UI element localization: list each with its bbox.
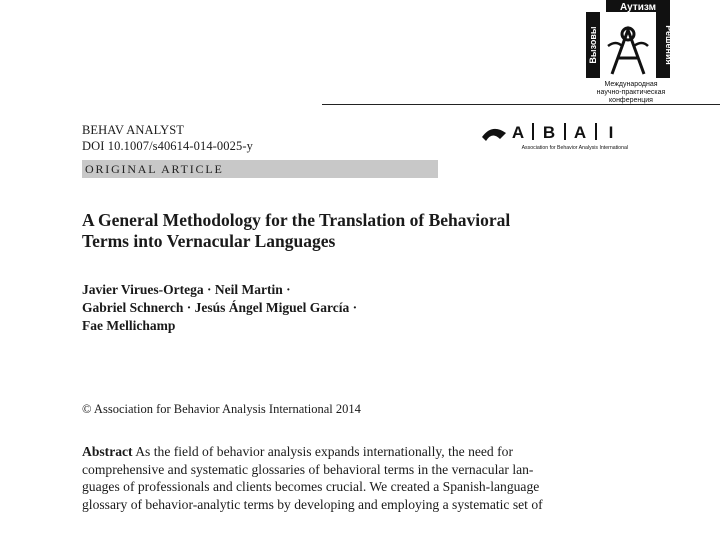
abstract (82, 443, 628, 513)
title-line-1: A General Methodology for the Translation of Behavioral (82, 210, 511, 230)
abstract-line-2: comprehensive and systematic glossaries of behavioral terms in the vernacular lan- (82, 461, 534, 477)
header-rule (322, 104, 720, 105)
journal-doi[interactable]: DOI 10.1007/s40614-014-0025-y (82, 139, 253, 153)
abai-swoosh-icon (482, 129, 506, 141)
article-type-banner: ORIGINAL ARTICLE (82, 160, 438, 178)
abstract-line-4: glossary of behavior-analytic terms by developing and employing a systematic set of (82, 496, 543, 512)
abstract-line-1-text: As the field of behavior analysis expands internationally, the need for (132, 444, 513, 459)
author-line-3: Fae Mellichamp (82, 318, 176, 333)
journal-name: BEHAV ANALYST (82, 123, 185, 137)
puzzle-figure-icon (608, 28, 648, 74)
abai-letter-1: A (511, 123, 525, 142)
conference-logo (586, 0, 676, 104)
journal-info (82, 122, 253, 154)
abai-logo (480, 121, 630, 153)
author-line-1: Javier Virues-Ortega · Neil Martin · (82, 282, 291, 297)
abai-caption: Association for Behavior Analysis International (521, 145, 628, 151)
abstract-line-1 (82, 443, 628, 461)
author-line-2: Gabriel Schnerch · Jesús Ángel Miguel García · (82, 300, 358, 315)
title-line-2: Terms into Vernacular Languages (82, 231, 336, 251)
conference-logo-caption-1: Международная (604, 81, 658, 88)
conference-logo-caption-2: научно-практическая (596, 89, 666, 96)
conference-logo-left-text: Вызовы (588, 26, 598, 64)
abstract-line-3: guages of professionals and clients becomes crucial. We created a Spanish-language (82, 479, 540, 494)
autism-conference-emblem (586, 0, 676, 104)
conference-logo-right-text: Решения (664, 25, 674, 65)
copyright-notice: © Association for Behavior Analysis International 2014 (82, 402, 361, 416)
abstract-label: Abstract (82, 444, 133, 459)
abai-letter-3: A (573, 123, 587, 142)
author-list (82, 281, 642, 335)
conference-logo-top-text: Аутизм (619, 2, 657, 13)
conference-logo-caption-3: конференция (609, 97, 653, 104)
abai-logo-mark (480, 121, 630, 153)
abai-letter-4: I (608, 123, 614, 142)
article-title (82, 210, 642, 252)
abai-letter-2: B (542, 123, 556, 142)
